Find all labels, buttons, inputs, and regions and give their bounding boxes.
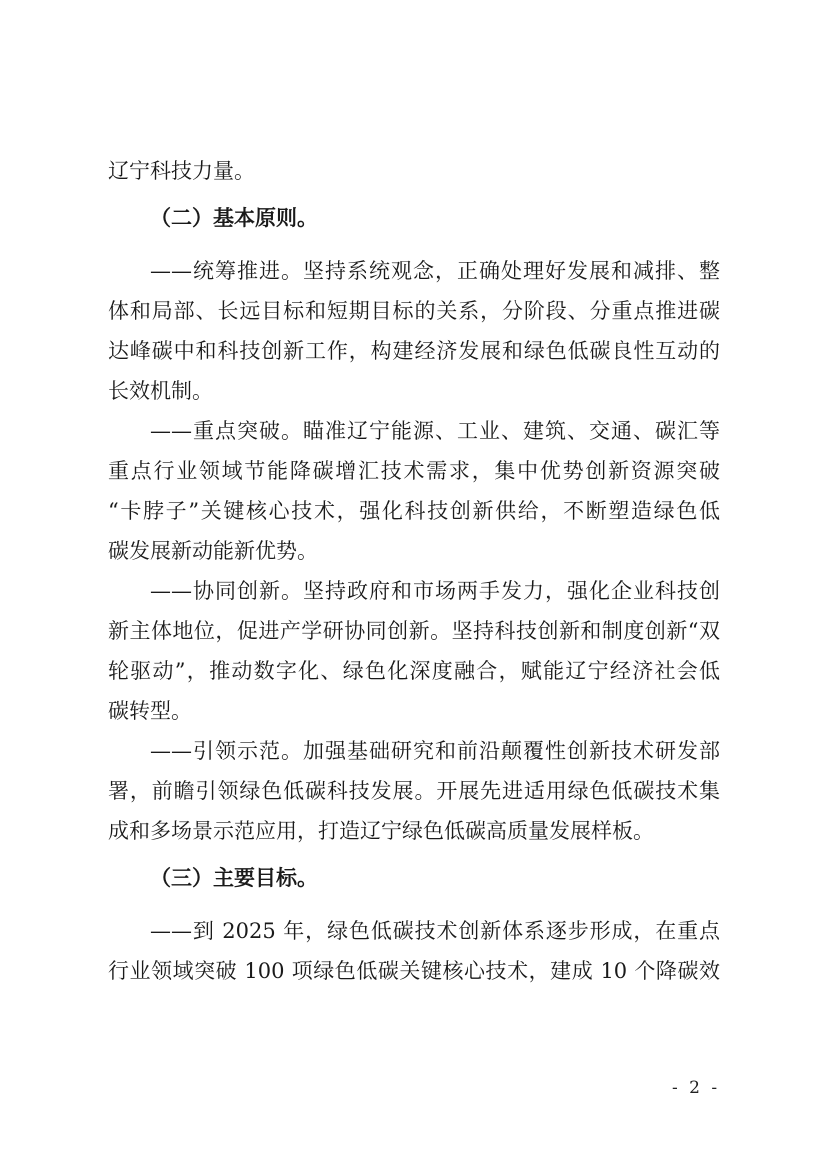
paragraph-line: 轮驱动”，推动数字化、绿色化深度融合，赋能辽宁经济社会低 [108, 659, 720, 683]
paragraph-line: ——统筹推进。坚持系统观念，正确处理好发展和减排、整 [150, 259, 720, 283]
paragraph-line: “卡脖子”关键核心技术，强化科技创新供给，不断塑造绿色低 [108, 499, 720, 523]
paragraph-line: 行业领域突破 100 项绿色低碳关键核心技术，建成 10 个降碳效 [108, 959, 720, 983]
section-heading: （三）主要目标。 [150, 865, 318, 890]
paragraph-line: 新主体地位，促进产学研协同创新。坚持科技创新和制度创新“双 [108, 619, 720, 643]
paragraph-line: 成和多场景示范应用，打造辽宁绿色低碳高质量发展样板。 [108, 819, 654, 843]
paragraph-line: 署，前瞻引领绿色低碳科技发展。开展先进适用绿色低碳技术集 [108, 779, 720, 803]
paragraph-line: 碳发展新动能新优势。 [108, 539, 318, 563]
page-number: - 2 - [672, 1078, 721, 1098]
paragraph-line: ——到 2025 年，绿色低碳技术创新体系逐步形成，在重点 [150, 919, 720, 943]
paragraph-line: ——引领示范。加强基础研究和前沿颠覆性创新技术研发部 [150, 739, 720, 763]
section-heading: （二）基本原则。 [150, 205, 318, 230]
paragraph-line: 体和局部、长远目标和短期目标的关系，分阶段、分重点推进碳 [108, 299, 720, 323]
paragraph-line: 长效机制。 [108, 379, 213, 403]
paragraph-line: 重点行业领域节能降碳增汇技术需求，集中优势创新资源突破 [108, 459, 720, 483]
paragraph-line: 碳转型。 [108, 699, 192, 723]
paragraph-line: ——协同创新。坚持政府和市场两手发力，强化企业科技创 [150, 579, 720, 603]
paragraph-line: 辽宁科技力量。 [108, 159, 255, 183]
paragraph-line: 达峰碳中和科技创新工作，构建经济发展和绿色低碳良性互动的 [108, 339, 720, 363]
paragraph-line: ——重点突破。瞄准辽宁能源、工业、建筑、交通、碳汇等 [150, 419, 720, 443]
